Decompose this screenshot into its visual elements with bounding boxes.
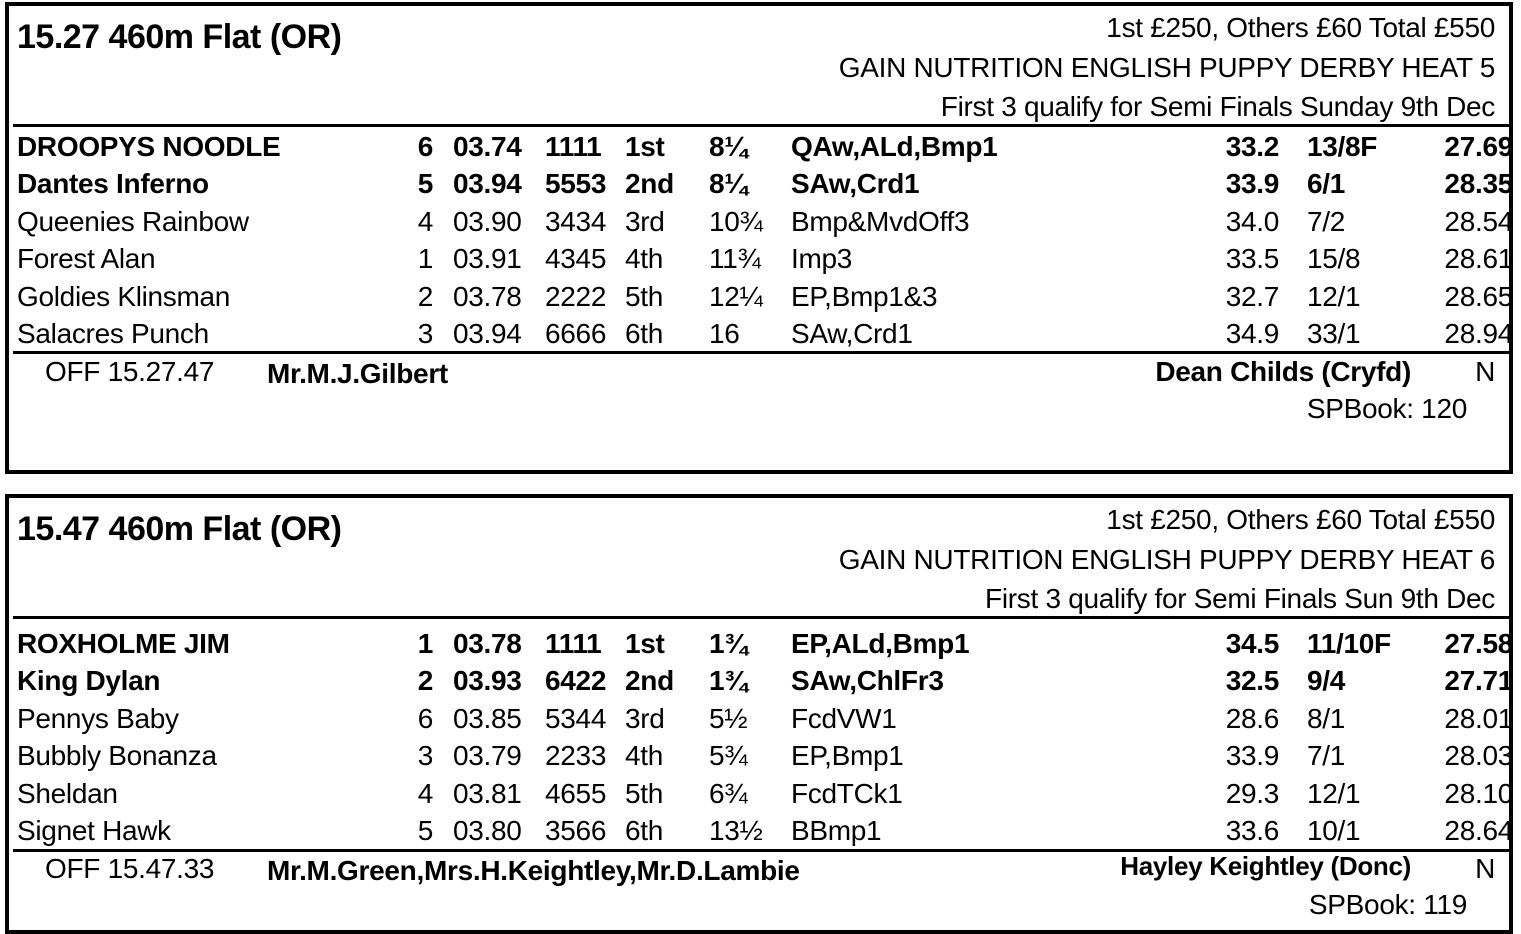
runner-split: 03.78 (453, 281, 522, 312)
runner-name: Goldies Klinsman (17, 281, 231, 312)
race-going: N (1475, 853, 1495, 884)
runner-bends: 3434 (545, 206, 607, 237)
runner-distance: 11¾ (709, 243, 761, 274)
runner-position: 1st (625, 131, 665, 162)
runner-trap: 1 (417, 243, 433, 274)
header-divider (13, 616, 1509, 619)
runner-name: Pennys Baby (17, 703, 179, 734)
runner-trap: 5 (417, 168, 433, 199)
runner-remarks: FcdVW1 (791, 703, 897, 734)
runner-position: 4th (625, 243, 664, 274)
runner-distance: 16 (709, 318, 740, 349)
race-card (5, 494, 1513, 934)
runner-split: 03.85 (453, 703, 522, 734)
runner-row (9, 240, 1513, 277)
runner-remarks: BBmp1 (791, 815, 882, 846)
runner-name: Bubbly Bonanza (17, 740, 217, 771)
runner-position: 4th (625, 740, 664, 771)
runner-sp: 12/1 (1307, 778, 1361, 809)
runner-name: Sheldan (17, 778, 118, 809)
runner-remarks: SAw,ChlFr3 (791, 665, 944, 696)
runner-remarks: Imp3 (791, 243, 853, 274)
runner-trap: 2 (417, 281, 433, 312)
runner-time: 28.03 (1444, 740, 1513, 771)
race-trainer: Hayley Keightley (Donc) (1120, 851, 1411, 881)
runner-sp: 8/1 (1307, 703, 1346, 734)
race-title: 15.47 460m Flat (OR) (17, 510, 342, 548)
runner-weight: 33.9 (1225, 168, 1279, 199)
race-note: First 3 qualify for Semi Finals Sun 9th Dec (985, 583, 1495, 614)
runner-trap: 6 (417, 703, 433, 734)
runner-remarks: FcdTCk1 (791, 778, 903, 809)
runner-weight: 33.6 (1225, 815, 1279, 846)
runner-row (9, 625, 1513, 662)
runner-position: 5th (625, 281, 664, 312)
runner-time: 28.65 (1444, 281, 1513, 312)
runner-trap: 6 (417, 131, 433, 162)
runner-split: 03.94 (453, 318, 522, 349)
runner-time: 28.01 (1444, 703, 1513, 734)
runner-weight: 28.6 (1225, 703, 1279, 734)
race-prizes: 1st £250, Others £60 Total £550 (1106, 504, 1495, 535)
runner-split: 03.81 (453, 778, 522, 809)
runner-name: Queenies Rainbow (17, 206, 249, 237)
runner-weight: 32.7 (1225, 281, 1279, 312)
runner-trap: 3 (417, 740, 433, 771)
runner-sp: 11/10F (1307, 628, 1391, 659)
runner-sp: 15/8 (1307, 243, 1361, 274)
runner-time: 28.35 (1444, 168, 1513, 199)
runner-distance: 8¼ (709, 131, 748, 162)
runner-distance: 13½ (709, 815, 763, 846)
runner-distance: 10¾ (709, 206, 763, 237)
runner-time: 28.10 (1444, 778, 1513, 809)
runner-weight: 29.3 (1225, 778, 1279, 809)
runner-split: 03.74 (453, 131, 522, 162)
runner-split: 03.90 (453, 206, 522, 237)
runner-bends: 5553 (545, 168, 607, 199)
footer-divider (13, 351, 1509, 354)
runner-row (9, 737, 1513, 774)
runner-bends: 2222 (545, 281, 607, 312)
header-divider (13, 124, 1509, 127)
runner-bends: 5344 (545, 703, 607, 734)
runner-weight: 33.2 (1225, 131, 1279, 162)
race-spbook: SPBook: 119 (1308, 889, 1467, 920)
runner-remarks: EP,Bmp1 (791, 740, 904, 771)
runner-split: 03.78 (453, 628, 522, 659)
runner-weight: 34.0 (1225, 206, 1279, 237)
runner-row (9, 165, 1513, 202)
runner-position: 2nd (625, 168, 674, 199)
runner-name: DROOPYS NOODLE (17, 131, 281, 162)
runner-position: 6th (625, 815, 664, 846)
runner-time: 28.61 (1444, 243, 1513, 274)
runner-time: 27.71 (1444, 665, 1513, 696)
runner-sp: 10/1 (1307, 815, 1361, 846)
runner-row (9, 203, 1513, 240)
race-card (5, 2, 1513, 474)
race-going: N (1475, 356, 1495, 387)
race-note: First 3 qualify for Semi Finals Sunday 9th Dec (940, 91, 1495, 122)
runner-trap: 2 (417, 665, 433, 696)
runner-time: 27.58 (1444, 628, 1513, 659)
runner-trap: 4 (417, 206, 433, 237)
runner-split: 03.79 (453, 740, 522, 771)
runner-trap: 5 (417, 815, 433, 846)
runner-split: 03.93 (453, 665, 522, 696)
runner-position: 3rd (625, 206, 665, 237)
runner-bends: 4345 (545, 243, 607, 274)
runner-remarks: SAw,Crd1 (791, 318, 913, 349)
runner-name: Signet Hawk (17, 815, 171, 846)
runner-position: 5th (625, 778, 664, 809)
runner-row (9, 315, 1513, 352)
runner-split: 03.91 (453, 243, 522, 274)
runner-trap: 3 (417, 318, 433, 349)
runner-row (9, 700, 1513, 737)
race-event: GAIN NUTRITION ENGLISH PUPPY DERBY HEAT 6 (838, 544, 1495, 575)
runner-bends: 6422 (545, 665, 607, 696)
runner-bends: 1111 (545, 628, 602, 659)
race-off-time: OFF 15.47.33 (45, 853, 215, 884)
runner-bends: 2233 (545, 740, 607, 771)
runner-distance: 5½ (709, 703, 748, 734)
runner-position: 1st (625, 628, 665, 659)
runner-name: ROXHOLME JIM (17, 628, 230, 659)
runner-bends: 3566 (545, 815, 607, 846)
runner-name: Salacres Punch (17, 318, 209, 349)
runner-remarks: Bmp&MvdOff3 (791, 206, 970, 237)
runner-distance: 8¼ (709, 168, 748, 199)
runner-position: 3rd (625, 703, 665, 734)
runner-row (9, 128, 1513, 165)
runner-row (9, 812, 1513, 849)
runner-name: Dantes Inferno (17, 168, 209, 199)
race-owner: Mr.M.J.Gilbert (267, 358, 448, 389)
race-prizes: 1st £250, Others £60 Total £550 (1106, 12, 1495, 43)
runner-name: Forest Alan (17, 243, 156, 274)
runner-time: 28.94 (1444, 318, 1513, 349)
runner-distance: 6¾ (709, 778, 748, 809)
runner-row (9, 775, 1513, 812)
runner-trap: 4 (417, 778, 433, 809)
race-title: 15.27 460m Flat (OR) (17, 18, 342, 56)
runner-distance: 1¾ (709, 628, 748, 659)
runner-weight: 33.9 (1225, 740, 1279, 771)
runner-weight: 32.5 (1225, 665, 1279, 696)
runner-remarks: EP,Bmp1&3 (791, 281, 938, 312)
runner-distance: 5¾ (709, 740, 748, 771)
runner-time: 28.64 (1444, 815, 1513, 846)
runner-weight: 34.5 (1225, 628, 1279, 659)
runner-sp: 9/4 (1307, 665, 1346, 696)
runner-weight: 33.5 (1225, 243, 1279, 274)
runner-sp: 33/1 (1307, 318, 1361, 349)
runner-time: 27.69 (1444, 131, 1513, 162)
race-spbook: SPBook: 120 (1306, 393, 1467, 424)
runner-sp: 12/1 (1307, 281, 1361, 312)
runner-time: 28.54 (1444, 206, 1513, 237)
runner-sp: 7/2 (1307, 206, 1346, 237)
runner-row (9, 278, 1513, 315)
runner-weight: 34.9 (1225, 318, 1279, 349)
runner-row (9, 662, 1513, 699)
runner-sp: 7/1 (1307, 740, 1346, 771)
runner-name: King Dylan (17, 665, 161, 696)
runner-remarks: QAw,ALd,Bmp1 (791, 131, 998, 162)
race-trainer: Dean Childs (Cryfd) (1155, 356, 1411, 387)
runner-remarks: SAw,Crd1 (791, 168, 920, 199)
runner-bends: 4655 (545, 778, 607, 809)
runner-position: 2nd (625, 665, 674, 696)
runner-split: 03.94 (453, 168, 522, 199)
race-off-time: OFF 15.27.47 (45, 356, 215, 387)
runner-trap: 1 (417, 628, 433, 659)
runner-remarks: EP,ALd,Bmp1 (791, 628, 970, 659)
runner-distance: 1¾ (709, 665, 748, 696)
runner-distance: 12¼ (709, 281, 763, 312)
runner-sp: 13/8F (1307, 131, 1378, 162)
runner-bends: 6666 (545, 318, 607, 349)
race-event: GAIN NUTRITION ENGLISH PUPPY DERBY HEAT 5 (838, 52, 1495, 83)
race-owner: Mr.M.Green,Mrs.H.Keightley,Mr.D.Lambie (267, 855, 800, 886)
runner-split: 03.80 (453, 815, 522, 846)
runner-bends: 1111 (545, 131, 602, 162)
runner-sp: 6/1 (1307, 168, 1346, 199)
runner-position: 6th (625, 318, 664, 349)
